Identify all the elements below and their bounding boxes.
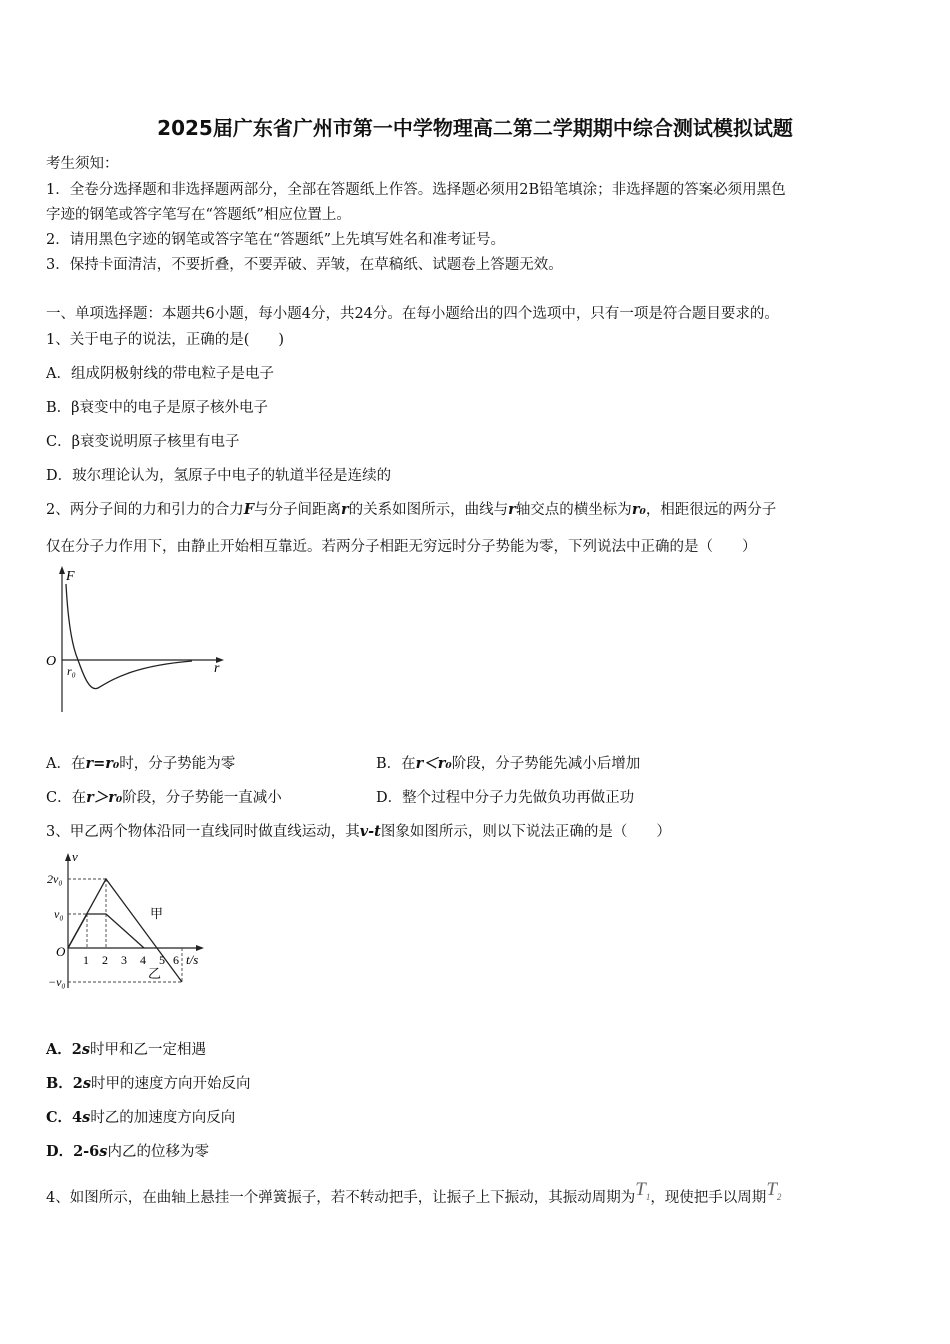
q2-option-b: B．在r＜r₀阶段，分子势能先减小后增加 [376, 755, 641, 772]
notice-item-3: 3．保持卡面清洁，不要折叠，不要弄破、弄皱，在草稿纸、试题卷上答题无效。 [46, 257, 563, 273]
q2-option-c: C．在r＞r₀阶段，分子势能一直减小 [46, 789, 282, 806]
q3-origin-label: O [56, 944, 66, 959]
q4-t1: $T_1$ [635, 1179, 651, 1202]
q3-option-a: A．2s时甲和乙一定相遇 [46, 1041, 207, 1058]
q2-y-label: F [66, 569, 75, 584]
q1-stem: 1、关于电子的说法，正确的是( ) [46, 332, 285, 348]
section-heading: 一、单项选择题：本题共6小题，每小题4分，共24分。在每小题给出的四个选项中，只有一项是符合题目要求的。 [46, 306, 779, 322]
q3-x-tick-6: 6 [173, 953, 179, 967]
q3-x-tick-4: 4 [140, 953, 146, 967]
q2-stem-line1: 2、两分子间的力和引力的合力F与分子间距离r的关系如图所示，曲线与r轴交点的横坐标为r₀，相距很远的两分子 [46, 501, 777, 518]
q2-option-d: D．整个过程中分子力先做负功再做正功 [376, 790, 635, 806]
q3-option-b: B．2s时甲的速度方向开始反向 [46, 1075, 251, 1092]
q2-y-arrow [59, 566, 65, 574]
q3-y-tick-neg-v0: −v₀ [48, 975, 66, 989]
q2-origin-label: O [46, 654, 57, 669]
q3-y-tick-v0: v₀ [54, 907, 64, 921]
q1-option-b: B．β衰变中的电子是原子核外电子 [46, 400, 269, 416]
notice-item-1b: 字迹的钢笔或答字笔写在“答题纸”相应位置上。 [46, 207, 351, 223]
q3-label-jia: 甲 [150, 906, 164, 921]
q2-r0-label: r₀ [67, 664, 76, 678]
q3-option-d: D．2-6s内乙的位移为零 [46, 1143, 209, 1160]
q2-option-a: A．在r=r₀时，分子势能为零 [46, 755, 236, 772]
q3-stem: 3、甲乙两个物体沿同一直线同时做直线运动，其v-t图象如图所示，则以下说法正确的是（ ） [46, 823, 671, 840]
q3-x-tick-1: 1 [83, 953, 89, 967]
q3-x-tick-2: 2 [102, 953, 108, 967]
q2-force-graph [42, 562, 242, 720]
q3-label-yi: 乙 [148, 966, 162, 981]
q1-option-d: D．玻尔理论认为，氢原子中电子的轨道半径是连续的 [46, 468, 392, 484]
q1-option-c: C．β衰变说明原子核里有电子 [46, 434, 240, 450]
q3-t-label: t/s [186, 952, 199, 967]
notice-heading: 考生须知： [46, 156, 119, 172]
q3-option-c: C．4s时乙的加速度方向反向 [46, 1109, 236, 1126]
q2-force-curve [66, 584, 192, 689]
q3-vt-graph [42, 846, 222, 996]
q1-option-a: A．组成阴极射线的带电粒子是电子 [46, 366, 274, 382]
exam-title: 2025届广东省广州市第一中学物理高二第二学期期中综合测试模拟试题 [157, 116, 793, 140]
q3-v-arrow [65, 853, 71, 861]
q4-t2: $T_2$ [766, 1179, 782, 1202]
q2-stem-line2: 仅在分子力作用下，由静止开始相互靠近。若两分子相距无穷远时分子势能为零，下列说法中正确的是（ ） [46, 539, 757, 555]
q2-x-label: r [214, 661, 220, 676]
q3-x-tick-5: 5 [159, 953, 165, 967]
notice-item-1a: 1．全卷分选择题和非选择题两部分，全部在答题纸上作答。选择题必须用2B铅笔填涂；非选择题的答案必须用黑色 [46, 182, 786, 198]
notice-item-2: 2．请用黑色字迹的钢笔或答字笔在“答题纸”上先填写姓名和准考证号。 [46, 232, 506, 248]
q3-t-arrow [196, 945, 204, 951]
q3-v-label: v [72, 849, 78, 864]
q4-stem: 4、如图所示，在曲轴上悬挂一个弹簧振子，若不转动把手，让振子上下振动，其振动周期为$T_1$，现使把手以周期$T_2$ [46, 1179, 782, 1206]
q3-x-tick-3: 3 [121, 953, 127, 967]
q3-y-tick-2v0: 2v₀ [47, 872, 63, 886]
